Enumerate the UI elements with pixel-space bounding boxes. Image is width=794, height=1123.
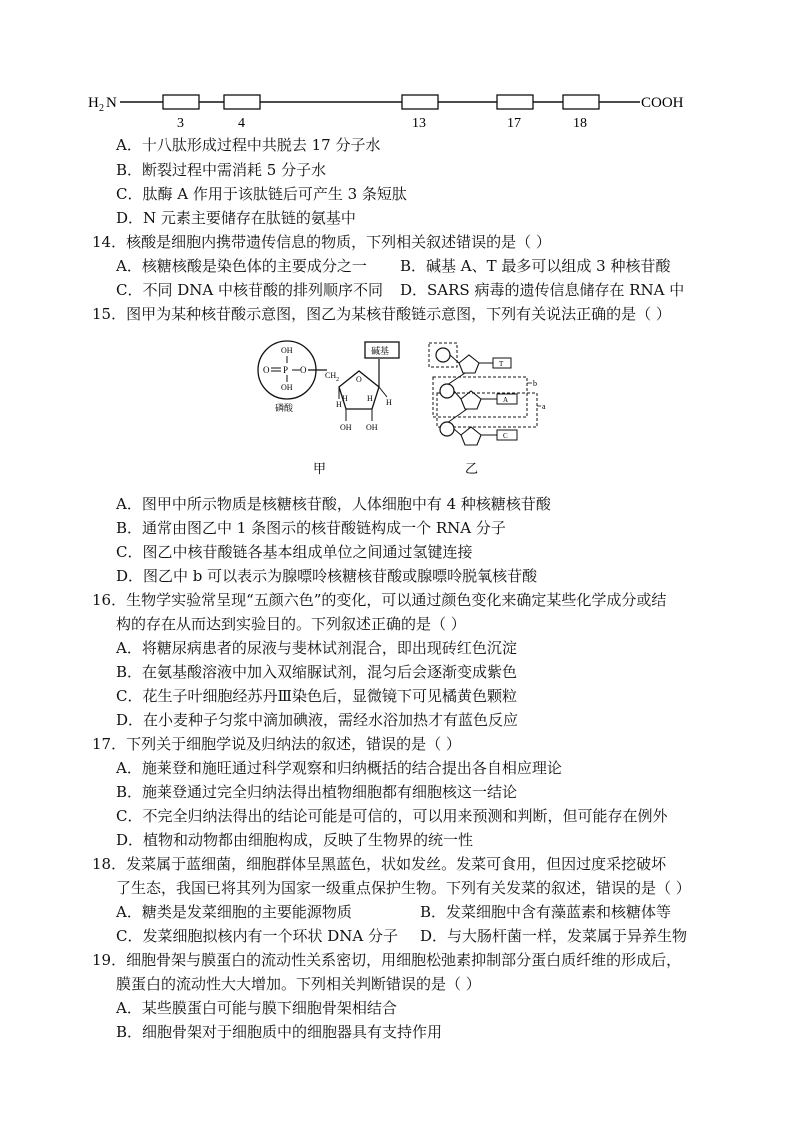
base-c: C xyxy=(503,432,508,440)
pos-label-4: 4 xyxy=(238,116,245,131)
q19-option-a: A．某些膜蛋白可能与膜下细胞骨架相结合 xyxy=(116,999,397,1017)
q18-stem-line2: 了生态，我国已将其列为国家一级重点保护生物。下列有关发菜的叙述，错误的是（ ） xyxy=(116,879,691,897)
label-a: a xyxy=(542,402,546,411)
q16-option-b: B．在氨基酸溶液中加入双缩脲试剂，混匀后会逐渐变成紫色 xyxy=(116,663,518,681)
q16-stem-line2: 构的存在从而达到实验目的。下列叙述正确的是（ ） xyxy=(116,615,466,633)
phosphate-label: 磷酸 xyxy=(275,403,294,413)
residue-box-13 xyxy=(402,95,438,109)
pos-label-18: 18 xyxy=(573,116,587,131)
label-b: b xyxy=(533,379,537,388)
q14-option-c: C．不同 DNA 中核苷酸的排列顺序不同 xyxy=(116,281,383,299)
pentose-2 xyxy=(461,391,481,409)
sugar-ch2: CH xyxy=(325,371,337,380)
q17-option-a: A．施莱登和施旺通过科学观察和归纳概括的结合提出各自相应理论 xyxy=(116,759,562,777)
base-label: 碱基 xyxy=(371,346,390,356)
q16-option-d: D．在小麦种子匀浆中滴加碘液，需经水浴加热才有蓝色反应 xyxy=(116,711,519,729)
q19-option-b: B．细胞骨架对于细胞质中的细胞器具有支持作用 xyxy=(116,1023,443,1041)
pentose-1 xyxy=(459,355,479,373)
figure-yi-chain xyxy=(425,335,565,485)
q18-option-a: A．糖类是发菜细胞的主要能源物质 xyxy=(116,903,352,921)
sugar-oh1: OH xyxy=(340,423,352,432)
q16-stem-line1: 16．生物学实验常呈现“五颜六色”的变化，可以通过颜色变化来确定某些化学成分或结 xyxy=(92,591,667,609)
chain-n: N xyxy=(106,95,117,111)
sugar-ch2-sub: 2 xyxy=(336,377,339,383)
q14-option-d: D．SARS 病毒的遗传信息储存在 RNA 中 xyxy=(400,281,685,299)
q18-option-b: B．发菜细胞中含有藻蓝素和核糖体等 xyxy=(420,903,672,921)
phosphate-oh-bottom: OH xyxy=(281,383,293,392)
q14-option-a: A．核糖核酸是染色体的主要成分之一 xyxy=(116,257,367,275)
q17-option-b: B．施莱登通过完全归纳法得出植物细胞都有细胞核这一结论 xyxy=(116,783,518,801)
pentose-3 xyxy=(461,427,481,445)
peptide-chain-diagram xyxy=(0,0,794,135)
q17-stem: 17．下列关于细胞学说及归纳法的叙述，错误的是（ ） xyxy=(92,735,461,753)
q16-option-a: A．将糖尿病患者的尿液与斐林试剂混合，即出现砖红色沉淀 xyxy=(116,639,517,657)
chain-h-sub: 2 xyxy=(99,103,104,114)
sugar-o: O xyxy=(356,375,362,384)
sugar-h4: H xyxy=(367,394,373,403)
q19-stem-line2: 膜蛋白的流动性大大增加。下列相关判断错误的是（ ） xyxy=(116,975,481,993)
q15-option-a: A．图甲中所示物质是核糖核苷酸，人体细胞中有 4 种核糖核苷酸 xyxy=(116,495,551,513)
q17-option-d: D．植物和动物都由细胞构成，反映了生物界的统一性 xyxy=(116,831,474,849)
q17-option-c: C．不完全归纳法得出的结论可能是可信的，可以用来预测和判断，但可能存在例外 xyxy=(116,807,668,825)
residue-box-18 xyxy=(563,95,599,109)
q16-option-c: C．花生子叶细胞经苏丹Ⅲ染色后，显微镜下可见橘黄色颗粒 xyxy=(116,687,517,705)
q15-option-d: D．图乙中 b 可以表示为腺嘌呤核糖核苷酸或腺嘌呤脱氧核苷酸 xyxy=(116,567,538,585)
q14-stem: 14．核酸是细胞内携带遗传信息的物质，下列相关叙述错误的是（ ） xyxy=(92,233,551,251)
q14-option-b: B．碱基 A、T 最多可以组成 3 种核苷酸 xyxy=(400,257,671,275)
q15-option-b: B．通常由图乙中 1 条图示的核苷酸链构成一个 RNA 分子 xyxy=(116,519,506,537)
dashed-box-a xyxy=(437,393,537,427)
pos-label-13: 13 xyxy=(412,116,426,131)
sugar-oh2: OH xyxy=(366,423,378,432)
q15-option-c: C．图乙中核苷酸链各基本组成单位之间通过氢键连接 xyxy=(116,543,473,561)
phosphate-oh-top: OH xyxy=(281,346,293,355)
q13-option-c: C．肽酶 A 作用于该肽链后可产生 3 条短肽 xyxy=(116,185,407,203)
base-a: A xyxy=(503,396,509,404)
sugar-h3: H xyxy=(342,394,348,403)
sugar-h2: H xyxy=(386,398,392,407)
pos-label-3: 3 xyxy=(177,116,184,131)
figure-jia-nucleotide xyxy=(255,335,435,485)
q15-stem: 15．图甲为某种核苷酸示意图，图乙为某核苷酸链示意图，下列有关说法正确的是（ ） xyxy=(92,305,671,323)
figure-yi-caption: 乙 xyxy=(465,461,479,476)
q18-stem-line1: 18．发菜属于蓝细菌，细胞群体呈黑蓝色，状如发丝。发菜可食用，但因过度采挖破坏 xyxy=(92,855,667,873)
phosphate-o-left: O xyxy=(263,365,270,375)
q18-option-c: C．发菜细胞拟核内有一个环状 DNA 分子 xyxy=(116,927,398,945)
chain-h: H xyxy=(88,95,99,111)
phosphate-p: P xyxy=(283,365,289,375)
q13-option-b: B．断裂过程中需消耗 5 分子水 xyxy=(116,161,327,179)
q18-option-d: D．与大肠杆菌一样，发菜属于异养生物 xyxy=(420,927,688,945)
q13-option-d: D．N 元素主要储存在肽链的氨基中 xyxy=(116,209,356,227)
phosphate-o-right: O xyxy=(300,365,307,375)
base-t: T xyxy=(499,360,504,368)
q13-option-a: A．十八肽形成过程中共脱去 17 分子水 xyxy=(116,136,381,154)
residue-box-4 xyxy=(224,95,260,109)
chain-cooh: COOH xyxy=(641,95,684,111)
residue-box-3 xyxy=(163,95,199,109)
residue-box-17 xyxy=(497,95,533,109)
q19-stem-line1: 19．细胞骨架与膜蛋白的流动性关系密切，用细胞松弛素抑制部分蛋白质纤维的形成后， xyxy=(92,951,682,969)
figure-jia-caption: 甲 xyxy=(313,461,327,476)
pos-label-17: 17 xyxy=(507,116,521,131)
sugar-h1: H xyxy=(336,400,342,409)
